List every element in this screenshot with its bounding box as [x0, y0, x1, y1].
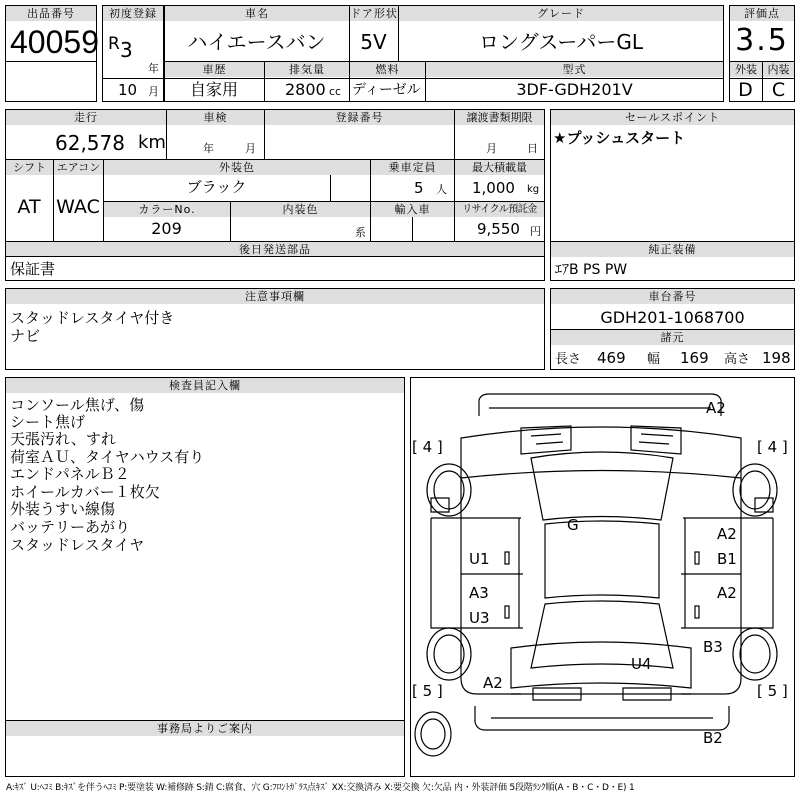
door-label: ドア形状: [350, 7, 398, 20]
inspection-month-unit: 月: [245, 142, 256, 155]
inspection-year-unit: 年: [203, 142, 214, 155]
displacement-value: 2800: [285, 80, 326, 99]
caution-line-2: ナビ: [10, 327, 41, 345]
int-color-label: 内装色: [231, 202, 370, 217]
displacement-label: 排気量: [265, 62, 349, 77]
aircon-value: WAC: [56, 196, 100, 218]
capacity-value: 5: [414, 179, 424, 197]
roof-outline: [545, 521, 659, 598]
tire-rear-right-mark: [ 5 ]: [757, 682, 788, 700]
exterior-grade-label: 外装: [730, 62, 762, 77]
recycle-unit: 円: [530, 225, 541, 238]
color-no-value: 209: [151, 219, 182, 238]
inspector-line-2: シート焦げ: [10, 413, 86, 431]
inspector-line-8: バッテリーあがり: [10, 518, 131, 536]
tire-front-left-mark: [ 4 ]: [412, 438, 443, 456]
rear-glass: [531, 601, 673, 668]
specs-length-value: 469: [597, 349, 626, 367]
mileage-label: 走行: [6, 110, 166, 125]
transfer-date-label: 譲渡書類期限: [455, 110, 544, 125]
damage-left-slide-b: U3: [469, 609, 490, 627]
reg-number-label: 登録番号: [265, 110, 454, 125]
damage-rear-body: U4: [631, 655, 652, 673]
damage-front-bumper: A2: [706, 399, 726, 417]
mileage-value: 62,578: [55, 131, 125, 155]
first-reg-label: 初度登録: [103, 6, 163, 21]
import-label: 輸入車: [371, 202, 454, 217]
first-reg-year: 3: [120, 38, 133, 62]
score-value: 3.5: [735, 23, 789, 58]
int-color-unit: 系: [355, 226, 366, 239]
capacity-unit: 人: [436, 183, 447, 196]
chassis-label: 車台番号: [551, 289, 794, 304]
inspector-line-7: 外装うすい線傷: [10, 500, 116, 518]
interior-grade-label: 内装: [763, 62, 794, 77]
later-parts-value: 保証書: [10, 260, 56, 278]
specs-height-value: 198: [762, 349, 791, 367]
specs-height-label: 高さ: [724, 352, 751, 367]
lot-label: 出品番号: [6, 6, 96, 21]
tire-front-right-mark: [ 4 ]: [757, 438, 788, 456]
history-label: 車歴: [165, 62, 264, 77]
selling-point-label: セールスポイント: [551, 110, 794, 125]
grade-label: グレード: [399, 6, 723, 21]
mileage-unit: km: [138, 132, 166, 153]
fuel-label: 燃料: [350, 62, 425, 77]
damage-rear-bumper: B2: [703, 729, 723, 747]
fuel-value: ディーゼル: [352, 82, 421, 98]
damage-left-rear: A2: [483, 674, 503, 692]
selling-point-text: ★プッシュスタート: [553, 129, 686, 147]
damage-left-slide-a: A3: [469, 584, 489, 602]
damage-right-front-door-a: A2: [717, 525, 737, 543]
inspector-line-4: 荷室ＡＵ、タイヤハウス有り: [10, 448, 205, 466]
windshield: [531, 452, 673, 520]
transfer-month-unit: 月: [486, 142, 497, 155]
tire-rear-left-mark: [ 5 ]: [412, 682, 443, 700]
history-value: 自家用: [189, 80, 238, 99]
max-load-value: 1,000: [472, 179, 515, 197]
car-name-value: ハイエースバン: [187, 30, 326, 54]
first-reg-era: R: [108, 34, 120, 54]
grade-value: ロングスーパーGL: [478, 30, 644, 54]
inspector-line-5: エンドパネルＢ２: [10, 465, 130, 483]
door-value: 5V: [360, 30, 387, 54]
max-load-label: 最大積載量: [455, 160, 544, 175]
legend-text: A:ｷｽﾞ U:ﾍｺﾐ B:ｷｽﾞを伴うﾍｺﾐ P:要塗装 W:補修跡 S:錆 C:腐食、穴 G:ﾌﾛﾝﾄｶﾞﾗｽ点ｷｽﾞ XX:交換済み X:要交換 欠:欠品 内・外装評価 5段階ﾗﾝｸ順(A・B・C・D・E) 1: [6, 783, 635, 793]
damage-left-front-door: U1: [469, 550, 490, 568]
later-parts-box: [5, 241, 545, 281]
score-label: 評価点: [730, 6, 794, 21]
lot-number: 40059: [10, 24, 99, 60]
inspector-label: 検査員記入欄: [6, 378, 404, 393]
max-load-unit: kg: [527, 184, 540, 195]
damage-right-rear: B3: [703, 638, 723, 656]
office-label: 事務局よりご案内: [6, 721, 404, 736]
transfer-day-unit: 日: [527, 142, 538, 155]
first-reg-month: 10: [118, 81, 138, 99]
equipment-label: 純正装備: [551, 242, 794, 257]
inspector-line-1: コンソール焦げ、傷: [10, 396, 145, 414]
ext-color-value: ブラック: [186, 178, 247, 196]
caution-line-1: スタッドレスタイヤ付き: [10, 309, 175, 327]
first-reg-year-unit: 年: [148, 62, 159, 75]
damage-roof: G: [567, 516, 579, 534]
recycle-label: リサイクル預託金: [455, 202, 544, 217]
shift-value: AT: [17, 196, 41, 218]
displacement-unit: cc: [329, 85, 342, 98]
car-diagram: [411, 378, 794, 776]
specs-width-label: 幅: [647, 352, 661, 367]
specs-label: 諸元: [551, 330, 794, 345]
model-value: 3DF-GDH201V: [516, 80, 633, 99]
caution-label: 注意事項欄: [6, 289, 544, 304]
color-no-label: カラーNo.: [104, 202, 230, 217]
first-reg-month-unit: 月: [148, 85, 159, 98]
capacity-label: 乗車定員: [371, 160, 454, 175]
inspector-line-3: 天張汚れ、すれ: [10, 430, 116, 448]
damage-right-front-door-b: B1: [717, 550, 737, 568]
specs-width-value: 169: [680, 349, 709, 367]
later-parts-label: 後日発送部品: [6, 242, 544, 257]
equipment-value: ｴｱB PS PW: [555, 262, 628, 278]
front-bumper-outline: [479, 394, 721, 416]
specs-length-label: 長さ: [555, 352, 582, 367]
ext-color-label: 外装色: [104, 160, 370, 175]
damage-right-slide: A2: [717, 584, 737, 602]
inspector-line-9: スタッドレスタイヤ: [10, 536, 145, 554]
recycle-value: 9,550: [477, 220, 520, 238]
model-label: 型式: [426, 62, 723, 77]
shift-label: シフト: [6, 160, 53, 175]
interior-grade-value: C: [771, 79, 786, 101]
aircon-label: エアコン: [54, 160, 103, 175]
exterior-grade-value: D: [738, 79, 753, 101]
car-name-label: 車名: [165, 6, 349, 21]
chassis-value: GDH201-1068700: [600, 308, 745, 327]
inspector-line-6: ホイールカバー１枚欠: [10, 483, 160, 501]
inspection-label: 車検: [167, 110, 264, 125]
